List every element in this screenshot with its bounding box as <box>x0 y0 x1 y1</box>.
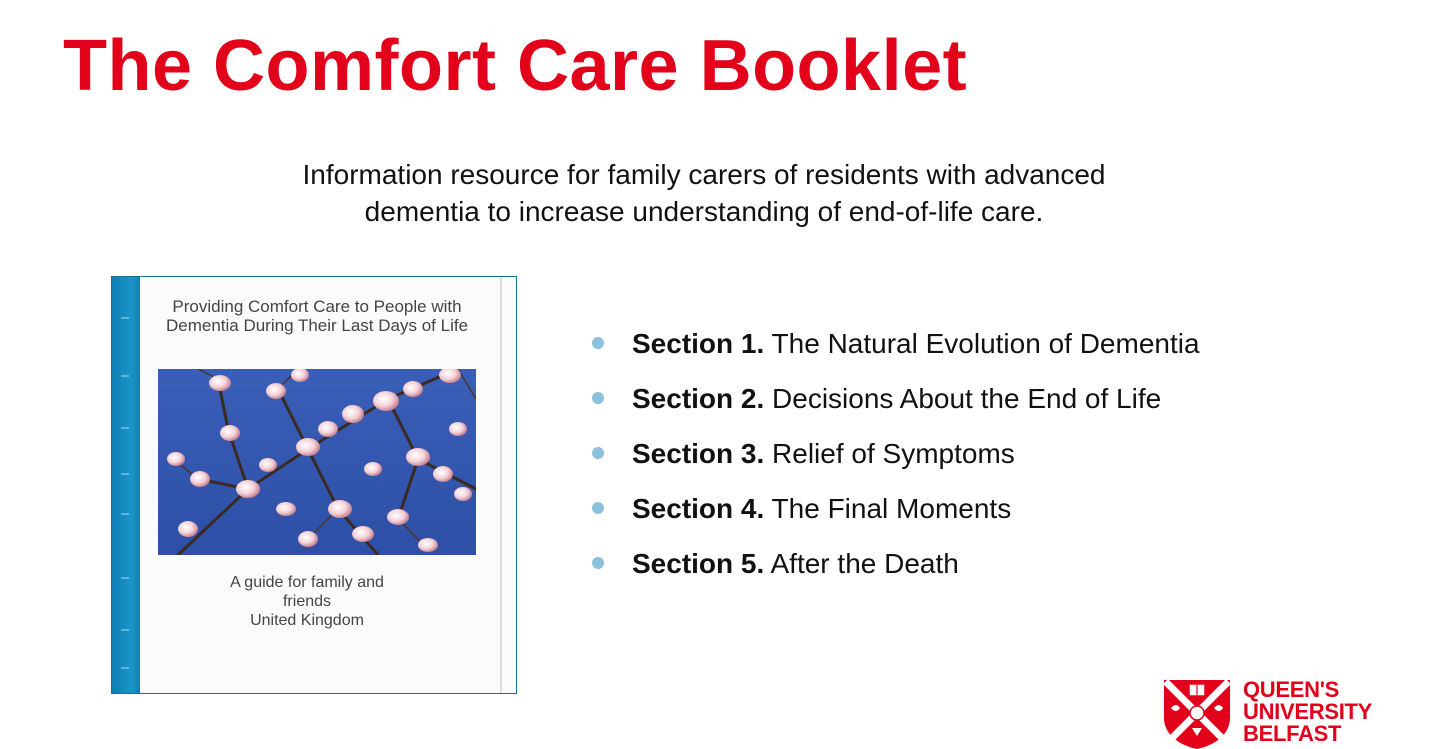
section-list <box>590 326 1200 601</box>
bullet-icon <box>592 557 604 569</box>
bullet-icon <box>592 447 604 459</box>
caption-line: A guide for family and <box>230 574 384 591</box>
booklet-cover-caption <box>182 573 432 630</box>
list-item <box>590 436 1200 491</box>
bullet-icon <box>592 337 604 349</box>
bullet-icon <box>592 392 604 404</box>
list-item <box>590 491 1200 546</box>
booklet-cover-title: Providing Comfort Care to People with Dementia During Their Last Days of Life <box>165 297 469 335</box>
section-number: Section 1. <box>632 328 765 359</box>
list-item <box>590 546 1200 601</box>
section-number: Section 2. <box>632 383 765 414</box>
section-title: The Final Moments <box>771 493 1012 524</box>
section-number: Section 4. <box>632 493 765 524</box>
university-name <box>1243 679 1372 745</box>
list-item <box>590 381 1200 436</box>
bullet-icon <box>592 502 604 514</box>
slide-subtitle: Information resource for family carers of residents with advanced dementia to increase understanding of end-of-life care. <box>302 159 1106 227</box>
caption-line: United Kingdom <box>250 612 364 629</box>
magnolia-blossom-photo <box>158 369 476 555</box>
logo-line-3: BELFAST <box>1243 721 1342 746</box>
university-crest-icon <box>1162 678 1232 749</box>
logo-line-1: QUEEN'S <box>1243 677 1340 702</box>
section-title: After the Death <box>770 548 959 579</box>
booklet-spine <box>112 277 140 693</box>
logo-line-2: UNIVERSITY <box>1243 699 1373 724</box>
section-title: Decisions About the End of Life <box>772 383 1162 414</box>
section-number: Section 5. <box>632 548 765 579</box>
caption-line: friends <box>282 593 332 610</box>
university-logo <box>1162 676 1388 749</box>
slide-title: The Comfort Care Booklet <box>63 26 968 106</box>
booklet-cover-image <box>111 276 517 694</box>
list-item <box>590 326 1200 381</box>
section-title: Relief of Symptoms <box>772 438 1015 469</box>
section-number: Section 3. <box>632 438 765 469</box>
section-title: The Natural Evolution of Dementia <box>771 328 1200 359</box>
